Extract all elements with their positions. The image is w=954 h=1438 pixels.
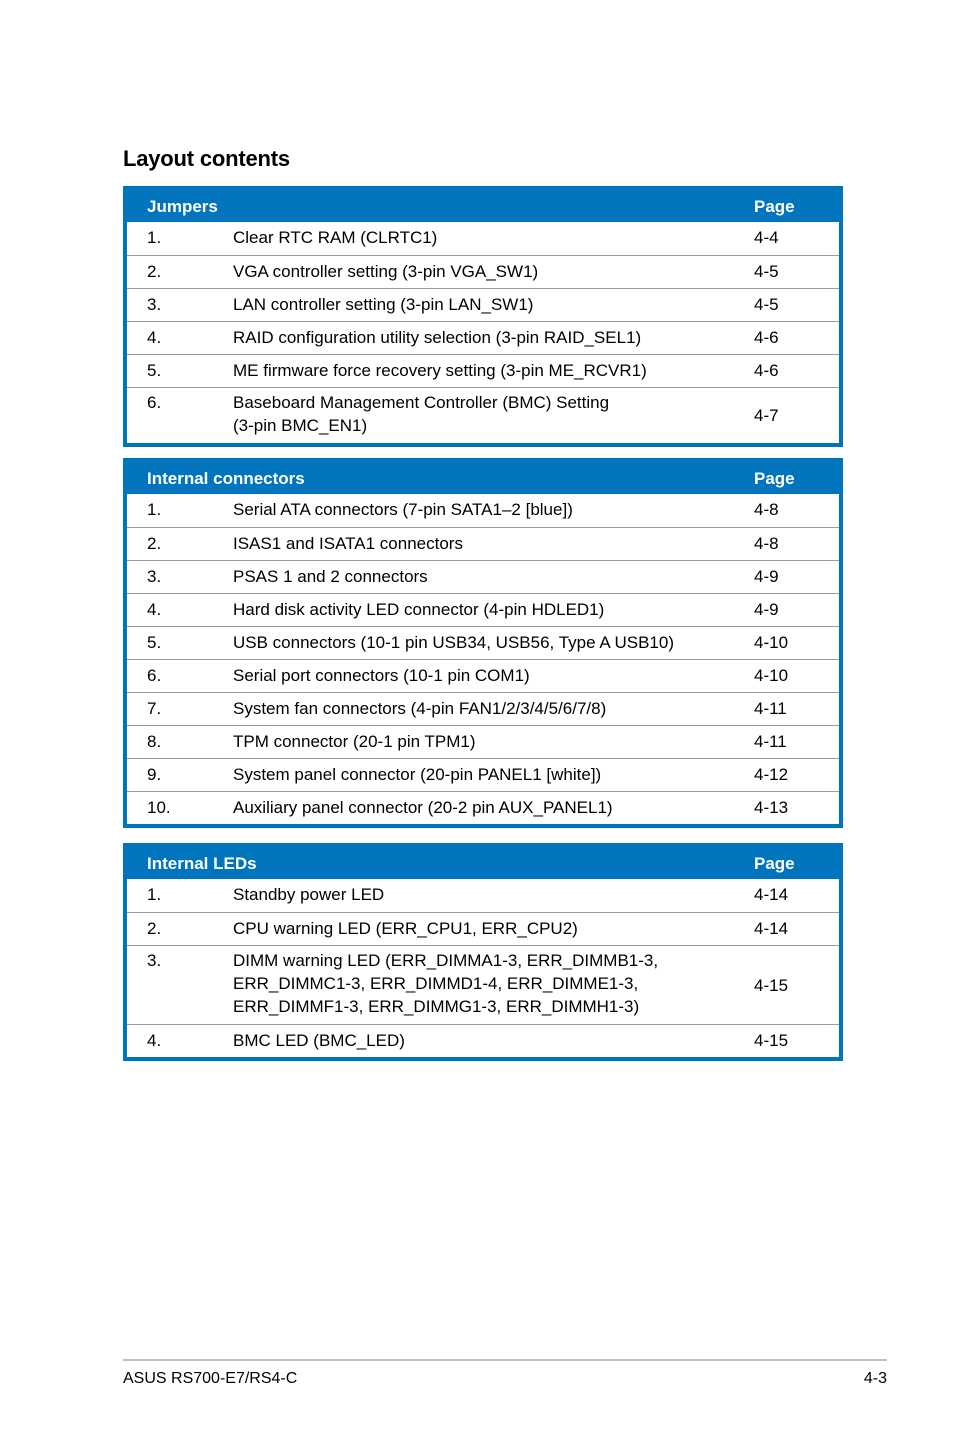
contents-table	[123, 186, 843, 447]
table-row	[127, 758, 839, 791]
row-page-ref: 4-4	[754, 228, 779, 247]
row-number: 3.	[147, 295, 162, 314]
row-page-ref: 4-10	[754, 633, 789, 652]
row-description	[233, 293, 533, 316]
row-description-line: (3-pin BMC_EN1)	[233, 416, 368, 435]
row-page-ref: 4-14	[754, 885, 789, 904]
table-row	[127, 255, 839, 288]
row-description-line: System panel connector (20-pin PANEL1 [white])	[233, 765, 602, 784]
table-row	[127, 1024, 839, 1057]
row-description-line: ERR_DIMMC1-3, ERR_DIMMD1-4, ERR_DIMME1-3,	[233, 974, 639, 993]
table-row	[127, 692, 839, 725]
row-number: 1.	[147, 500, 162, 519]
row-number: 5.	[147, 361, 162, 380]
row-description	[233, 326, 641, 349]
row-description	[233, 631, 674, 654]
table-row	[127, 725, 839, 758]
row-description	[233, 1029, 405, 1052]
table-header-label: Internal connectors	[147, 469, 305, 488]
table-row	[127, 879, 839, 912]
row-description	[233, 260, 538, 283]
contents-table	[123, 458, 843, 828]
row-number: 5.	[147, 633, 162, 652]
row-number: 8.	[147, 732, 162, 751]
table-header-label: Internal LEDs	[147, 854, 257, 873]
row-page-ref: 4-10	[754, 666, 789, 685]
footer-page-number: 4-3	[863, 1370, 887, 1387]
row-description	[233, 917, 578, 940]
row-description-line: BMC LED (BMC_LED)	[233, 1031, 405, 1050]
row-description	[233, 359, 647, 382]
row-description	[233, 532, 463, 555]
table-row	[127, 593, 839, 626]
row-page-ref: 4-5	[754, 262, 779, 281]
row-description-line: CPU warning LED (ERR_CPU1, ERR_CPU2)	[233, 919, 578, 938]
row-description	[233, 763, 601, 786]
row-description	[233, 226, 437, 249]
table-row	[127, 912, 839, 945]
row-page-ref: 4-8	[754, 534, 779, 553]
row-description-line: Serial port connectors (10-1 pin COM1)	[233, 666, 530, 685]
footer-product-name: ASUS RS700-E7/RS4-C	[123, 1370, 298, 1387]
table-header	[127, 462, 839, 494]
row-number: 10.	[147, 798, 171, 817]
table-header-label: Jumpers	[147, 197, 218, 216]
table-row	[127, 560, 839, 593]
row-description	[233, 664, 530, 687]
row-page-ref: 4-11	[754, 732, 787, 751]
table-header-page: Page	[754, 197, 795, 216]
row-description-line: System fan connectors (4-pin FAN1/2/3/4/5/6/7/8)	[233, 699, 607, 718]
row-page-ref: 4-6	[754, 361, 779, 380]
row-number: 3.	[147, 951, 162, 970]
row-page-ref: 4-9	[754, 600, 779, 619]
row-page-ref: 4-15	[754, 1031, 789, 1050]
row-description-line: Baseboard Management Controller (BMC) Setting	[233, 393, 610, 412]
row-description-line: TPM connector (20-1 pin TPM1)	[233, 732, 476, 751]
footer-divider	[123, 1359, 887, 1361]
contents-table	[123, 843, 843, 1061]
row-page-ref: 4-7	[754, 406, 779, 425]
row-number: 9.	[147, 765, 162, 784]
table-row	[127, 222, 839, 255]
row-number: 4.	[147, 600, 162, 619]
row-description	[233, 391, 609, 437]
row-number: 2.	[147, 919, 162, 938]
row-description	[233, 949, 658, 1018]
row-description-line: PSAS 1 and 2 connectors	[233, 567, 428, 586]
table-header-page: Page	[754, 469, 795, 488]
row-page-ref: 4-11	[754, 699, 787, 718]
row-description-line: VGA controller setting (3-pin VGA_SW1)	[233, 262, 539, 281]
row-description	[233, 883, 384, 906]
table-header	[127, 847, 839, 879]
row-description	[233, 796, 613, 819]
row-number: 1.	[147, 228, 162, 247]
table-row	[127, 945, 839, 1024]
row-description	[233, 498, 573, 521]
table-row	[127, 659, 839, 692]
row-number: 2.	[147, 534, 162, 553]
row-number: 4.	[147, 1031, 162, 1050]
row-description-line: Hard disk activity LED connector (4-pin HDLED1)	[233, 600, 605, 619]
table-row	[127, 791, 839, 824]
row-description-line: USB connectors (10-1 pin USB34, USB56, Type A USB10)	[233, 633, 674, 652]
row-description-line: Standby power LED	[233, 885, 385, 904]
table-row	[127, 288, 839, 321]
page-title: Layout contents	[123, 146, 290, 171]
row-description	[233, 730, 476, 753]
table-row	[127, 354, 839, 387]
row-description-line: LAN controller setting (3-pin LAN_SW1)	[233, 295, 534, 314]
row-description	[233, 565, 428, 588]
row-number: 3.	[147, 567, 162, 586]
table-header-page: Page	[754, 854, 795, 873]
row-description-line: ERR_DIMMF1-3, ERR_DIMMG1-3, ERR_DIMMH1-3)	[233, 997, 640, 1016]
row-page-ref: 4-14	[754, 919, 789, 938]
row-page-ref: 4-6	[754, 328, 779, 347]
row-description	[233, 598, 604, 621]
row-page-ref: 4-9	[754, 567, 779, 586]
row-number: 7.	[147, 699, 162, 718]
row-number: 2.	[147, 262, 162, 281]
row-description-line: DIMM warning LED (ERR_DIMMA1-3, ERR_DIMMB1-3,	[233, 951, 659, 970]
table-row	[127, 527, 839, 560]
row-page-ref: 4-8	[754, 500, 779, 519]
table-row	[127, 321, 839, 354]
row-page-ref: 4-5	[754, 295, 779, 314]
row-page-ref: 4-12	[754, 765, 789, 784]
row-page-ref: 4-15	[754, 976, 789, 995]
table-row	[127, 387, 839, 443]
row-description-line: ISAS1 and ISATA1 connectors	[233, 534, 463, 553]
row-description-line: Serial ATA connectors (7-pin SATA1–2 [blue])	[233, 500, 573, 519]
row-description-line: Clear RTC RAM (CLRTC1)	[233, 228, 438, 247]
row-description-line: ME firmware force recovery setting (3-pin ME_RCVR1)	[233, 361, 647, 380]
row-number: 6.	[147, 666, 162, 685]
row-description	[233, 697, 606, 720]
table-row	[127, 626, 839, 659]
row-number: 1.	[147, 885, 162, 904]
row-number: 6.	[147, 393, 162, 412]
row-page-ref: 4-13	[754, 798, 789, 817]
row-number: 4.	[147, 328, 162, 347]
table-row	[127, 494, 839, 527]
row-description-line: RAID configuration utility selection (3-pin RAID_SEL1)	[233, 328, 642, 347]
row-description-line: Auxiliary panel connector (20-2 pin AUX_PANEL1)	[233, 798, 613, 817]
table-header	[127, 190, 839, 222]
